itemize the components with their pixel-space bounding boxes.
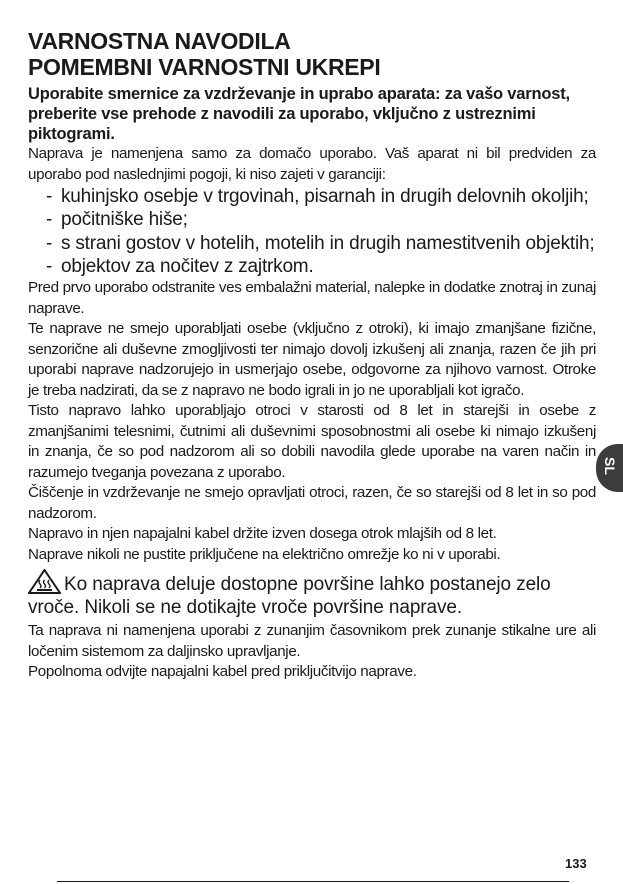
title-line-1: VARNOSTNA NAVODILA — [28, 28, 291, 54]
paragraph-supervision: Te naprave ne smejo uporabljati osebe (vključno z otroki), ki imajo zmanjšane fizične, senzorične ali duševne zmogljivosti ter nimajo dovolj izkušenj ali znanja, razen če jih pri uporabi naprave nadzorujejo in usmerjajo osebe, odgovorne za njihovo varnost. Otroke je treba nadzirati, da se z napravo ne bodo igrali in jo ne uporabljali kot igračo. — [28, 320, 596, 399]
paragraph-timer: Ta naprava ni namenjena uporabi z zunanjim časovnikom prek zunanje stikalne ure ali ločenim sistemom za daljinsko upravljanje. — [28, 622, 596, 660]
hot-surface-warning — [28, 569, 596, 619]
intro-paragraph: Naprava je namenjena samo za domačo uporabo. Vaš aparat ni bil predviden za uporabo pod naslednjimi pogoji, ki niso zajeti v garanciji: — [28, 145, 596, 183]
usage-exclusion-list — [28, 185, 596, 278]
list-item: - počitniške hiše; — [46, 209, 188, 231]
paragraph-unwind-cable: Popolnoma odvijte napajalni kabel pred priključitvijo naprave. — [28, 663, 417, 681]
language-tab-label: SL — [602, 457, 618, 475]
paragraph-unplug: Naprave nikoli ne pustite priključene na električno omrežje ko ni v uporabi. — [28, 545, 501, 563]
hot-surface-warning-icon — [28, 569, 61, 594]
page-content — [28, 28, 596, 683]
list-item: - objektov za nočitev z zajtrkom. — [46, 255, 314, 277]
language-tab — [596, 444, 623, 492]
subtitle: Uporabite smernice za vzdrževanje in uprabo aparata: za vašo varnost, preberite vse prehode z navodili za uporabo, vključno z ustreznimi piktogrami. — [28, 85, 570, 143]
title-line-2: POMEMBNI VARNOSTNI UKREPI — [28, 54, 381, 80]
list-item: - s strani gostov v hotelih, motelih in drugih namestitvenih objektih; — [46, 232, 595, 254]
page-title — [28, 28, 596, 80]
list-item: - kuhinjsko osebje v trgovinah, pisarnah in drugih delovnih okoljih; — [46, 186, 589, 207]
footer-rule — [57, 881, 569, 882]
paragraph-children-age: Tisto napravo lahko uporabljajo otroci v starosti od 8 let in starejši in osebe z zmanjšanimi telesnimi, čutnimi ali duševnimi sposobnostmi ali osebe ki nimajo izkušenj in znanja, če so pod nadzorom ali so dobili navodila glede uporabe na varen način in razumejo tveganja povezana z uporabo. — [28, 402, 596, 481]
paragraph-cable-reach: Napravo in njen napajalni kabel držite izven dosega otrok mlajših od 8 let. — [28, 525, 497, 543]
paragraph-packaging: Pred prvo uporabo odstranite ves embalažni material, nalepke in dodatke znotraj in zunaj naprave. — [28, 279, 596, 317]
page-number: 133 — [565, 856, 587, 871]
warning-text: Ko naprava deluje dostopne površine lahko postanejo zelo vroče. Nikoli se ne dotikajte vroče površine naprave. — [28, 574, 551, 619]
paragraph-cleaning: Čiščenje in vzdrževanje ne smejo opravljati otroci, razen, če so starejši od 8 let in so pod nadzorom. — [28, 484, 596, 522]
